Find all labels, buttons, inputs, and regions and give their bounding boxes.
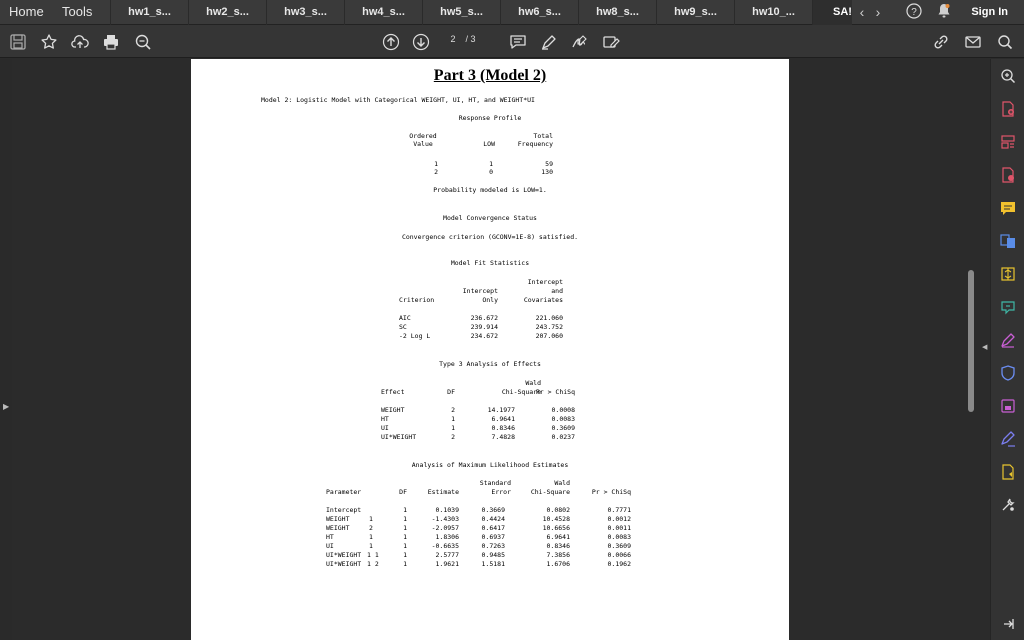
type3-col-wald-2: Chi-Square (501, 388, 541, 396)
mle-col-wald-1: Wald (554, 479, 570, 487)
doc-tab[interactable]: hw9_s... (656, 0, 734, 25)
convergence-heading: Model Convergence Status (443, 214, 537, 222)
collapse-panel-icon[interactable] (999, 615, 1017, 633)
mle-estimate: 2.5777 (435, 551, 459, 559)
mle-df: 1 (403, 551, 407, 559)
save-icon[interactable] (7, 31, 29, 53)
type3-col-df: DF (447, 388, 455, 396)
fit-col-int-1: Intercept (462, 287, 498, 295)
type3-wald: 7.4828 (491, 433, 515, 441)
save-as-icon[interactable] (999, 397, 1017, 415)
share-link-icon[interactable] (930, 31, 952, 53)
mle-pr: 0.3609 (607, 542, 631, 550)
top-bar (0, 0, 1024, 25)
response-profile-heading: Response Profile (458, 114, 522, 122)
right-tools-panel (990, 59, 1024, 640)
mle-param: HT (326, 533, 334, 541)
highlight-pen-icon[interactable] (538, 31, 560, 53)
tab-scroll-left-icon[interactable]: ‹ (859, 4, 865, 20)
mle-pr: 0.0012 (607, 515, 631, 523)
mle-col-wald-2: Chi-Square (530, 488, 570, 496)
doc-tab[interactable]: hw6_s... (500, 0, 578, 25)
fit-criterion: -2 Log L (399, 332, 431, 340)
convergence-text: Convergence criterion (GCONV=1E-8) satisfied. (401, 233, 579, 241)
mle-estimate: -2.0957 (431, 524, 459, 532)
mle-df: 1 (403, 533, 407, 541)
fit-intercept-only: 234.672 (470, 332, 498, 340)
mle-wald: 10.4528 (542, 515, 570, 523)
type3-effect: WEIGHT (381, 406, 405, 414)
fit-criterion: SC (399, 323, 407, 331)
mle-pr: 0.1962 (607, 560, 631, 568)
type3-df: 1 (451, 415, 455, 423)
fit-col-criterion: Criterion (399, 296, 435, 304)
cloud-upload-icon[interactable] (69, 31, 91, 53)
search-document-icon[interactable] (994, 31, 1016, 53)
mle-param: Intercept (326, 506, 362, 514)
signature-icon[interactable] (569, 31, 591, 53)
mle-df: 1 (403, 560, 407, 568)
rp-low: 0 (489, 168, 493, 176)
mle-heading: Analysis of Maximum Likelihood Estimates (411, 461, 569, 469)
mle-estimate: -0.6635 (431, 542, 459, 550)
tab-scroll-right-icon[interactable]: › (875, 4, 881, 20)
compress-pdf-icon[interactable] (999, 265, 1017, 283)
mle-se: 0.4424 (481, 515, 505, 523)
doc-tab[interactable]: hw5_s... (422, 0, 500, 25)
mle-pr: 0.0066 (607, 551, 631, 559)
svg-text:?: ? (911, 7, 917, 18)
mle-estimate: 1.8306 (435, 533, 459, 541)
organize-pages-icon[interactable] (999, 133, 1017, 151)
fit-col-cov-2: and (551, 287, 563, 295)
type3-pr: 0.0083 (551, 415, 575, 423)
mle-level: 1 2 (367, 560, 379, 568)
mle-estimate: -1.4303 (431, 515, 459, 523)
mle-param: UI (326, 542, 334, 550)
doc-tab[interactable]: hw8_s... (578, 0, 656, 25)
type3-effect: HT (381, 415, 389, 423)
mle-wald: 1.6706 (546, 560, 570, 568)
doc-tab[interactable]: hw3_s... (266, 0, 344, 25)
menu-home[interactable]: Home (9, 4, 44, 19)
collapse-tools-panel-icon[interactable]: ◀ (982, 344, 988, 351)
left-panel-strip (0, 59, 12, 640)
col-total-1: Total (533, 132, 553, 140)
help-icon[interactable] (904, 3, 924, 22)
fit-intercept-only: 236.672 (470, 314, 498, 322)
type3-wald: 0.8346 (491, 424, 515, 432)
comment-tool-icon[interactable] (999, 199, 1017, 217)
protect-shield-icon[interactable] (999, 364, 1017, 382)
send-for-signature-icon[interactable] (999, 430, 1017, 448)
col-total-2: Frequency (517, 140, 553, 148)
mle-wald: 0.8346 (546, 542, 570, 550)
current-page-field[interactable]: 2 (450, 34, 456, 44)
fit-col-cov-3: Covariates (523, 296, 563, 304)
mle-df: 1 (403, 542, 407, 550)
edit-pdf-icon[interactable] (999, 298, 1017, 316)
zoom-in-icon[interactable] (999, 67, 1017, 85)
rp-freq: 59 (545, 160, 553, 168)
fit-heading: Model Fit Statistics (450, 259, 530, 267)
type3-pr: 0.0237 (551, 433, 575, 441)
mle-col-df: DF (399, 488, 407, 496)
mle-se: 0.6937 (481, 533, 505, 541)
fill-sign-tool-icon[interactable] (999, 331, 1017, 349)
fit-intercept-only: 239.914 (470, 323, 498, 331)
rp-ordered: 1 (434, 160, 438, 168)
mle-se: 0.9485 (481, 551, 505, 559)
mle-wald: 10.6656 (542, 524, 570, 532)
toolbar (0, 25, 1024, 58)
mle-wald: 0.0802 (546, 506, 570, 514)
model-description: Model 2: Logistic Model with Categorical WEIGHT, UI, HT, and WEIGHT*UI (261, 96, 535, 104)
create-pdf-icon[interactable] (999, 100, 1017, 118)
page-total: / 3 (465, 34, 476, 44)
mle-se: 0.7263 (481, 542, 505, 550)
rp-low: 1 (489, 160, 493, 168)
print-icon[interactable] (100, 31, 122, 53)
doc-tab[interactable]: hw4_s... (344, 0, 422, 25)
zoom-icon[interactable] (132, 31, 154, 53)
bookmark-star-icon[interactable] (38, 31, 60, 53)
combine-files-icon[interactable] (999, 232, 1017, 250)
menu-tools[interactable]: Tools (62, 4, 93, 19)
col-ordered-2: Value (413, 140, 433, 148)
mle-col-estimate: Estimate (427, 488, 459, 496)
mle-se: 0.6417 (481, 524, 505, 532)
mle-level: 1 1 (367, 551, 379, 559)
mle-level: 1 (369, 515, 373, 523)
expand-left-panel-icon[interactable]: ▶ (3, 402, 10, 411)
mle-df: 1 (403, 524, 407, 532)
mle-pr: 0.0011 (607, 524, 631, 532)
page-indicator (443, 34, 476, 44)
mle-param: WEIGHT (326, 524, 350, 532)
document-scrollbar[interactable] (968, 270, 974, 412)
fit-col-int-2: Only (482, 296, 498, 304)
export-pdf-icon[interactable] (999, 166, 1017, 184)
mle-param: UI*WEIGHT (326, 560, 362, 568)
mle-wald: 6.9641 (546, 533, 570, 541)
probability-note: Probability modeled is LOW=1. (433, 186, 547, 194)
type3-col-effect: Effect (381, 388, 405, 396)
next-page-icon[interactable] (410, 31, 432, 53)
type3-pr: 0.0008 (551, 406, 575, 414)
fit-covariates: 221.060 (535, 314, 563, 322)
type3-col-pr: Pr > ChiSq (535, 388, 575, 396)
fit-criterion: AIC (399, 314, 411, 322)
type3-pr: 0.3609 (551, 424, 575, 432)
type3-heading: Type 3 Analysis of Effects (439, 360, 541, 368)
mle-col-se-1: Standard (479, 479, 511, 487)
send-review-icon[interactable] (999, 463, 1017, 481)
type3-df: 2 (451, 433, 455, 441)
more-tools-icon[interactable] (999, 496, 1017, 514)
previous-page-icon[interactable] (380, 31, 402, 53)
doc-tab-active[interactable]: SA! (812, 0, 852, 25)
type3-df: 2 (451, 406, 455, 414)
rp-ordered: 2 (434, 168, 438, 176)
type3-col-wald-1: Wald (525, 379, 541, 387)
type3-effect: UI (381, 424, 389, 432)
mle-param: UI*WEIGHT (326, 551, 362, 559)
mle-pr: 0.0083 (607, 533, 631, 541)
sign-in-link[interactable]: Sign In (971, 6, 1008, 18)
col-low: LOW (483, 140, 495, 148)
fit-covariates: 207.060 (535, 332, 563, 340)
mle-level: 2 (369, 524, 373, 532)
email-icon[interactable] (962, 31, 984, 53)
doc-tab[interactable]: hw10_... (734, 0, 812, 25)
mle-se: 1.5181 (481, 560, 505, 568)
mle-param: WEIGHT (326, 515, 350, 523)
mle-estimate: 0.1039 (435, 506, 459, 514)
type3-wald: 6.9641 (491, 415, 515, 423)
mle-df: 1 (403, 515, 407, 523)
type3-wald: 14.1977 (487, 406, 515, 414)
mle-col-pr: Pr > ChiSq (591, 488, 631, 496)
doc-tab[interactable]: hw1_s... (110, 0, 188, 25)
pdf-page (191, 59, 789, 640)
fit-col-cov-1: Intercept (527, 278, 563, 286)
page-title: Part 3 (Model 2) (433, 67, 547, 84)
type3-df: 1 (451, 424, 455, 432)
mle-col-se-2: Error (491, 488, 511, 496)
mle-pr: 0.7771 (607, 506, 631, 514)
mle-wald: 7.3856 (546, 551, 570, 559)
comment-icon[interactable] (507, 31, 529, 53)
mle-col-param: Parameter (326, 488, 362, 496)
fill-sign-icon[interactable] (600, 31, 622, 53)
mle-estimate: 1.9621 (435, 560, 459, 568)
col-ordered-1: Ordered (409, 132, 437, 140)
mle-df: 1 (403, 506, 407, 514)
type3-effect: UI*WEIGHT (381, 433, 417, 441)
fit-covariates: 243.752 (535, 323, 563, 331)
mle-level: 1 (369, 533, 373, 541)
mle-level: 1 (369, 542, 373, 550)
mle-se: 0.3669 (481, 506, 505, 514)
notification-bell-icon[interactable] (934, 3, 954, 22)
rp-freq: 130 (541, 168, 553, 176)
doc-tab[interactable]: hw2_s... (188, 0, 266, 25)
